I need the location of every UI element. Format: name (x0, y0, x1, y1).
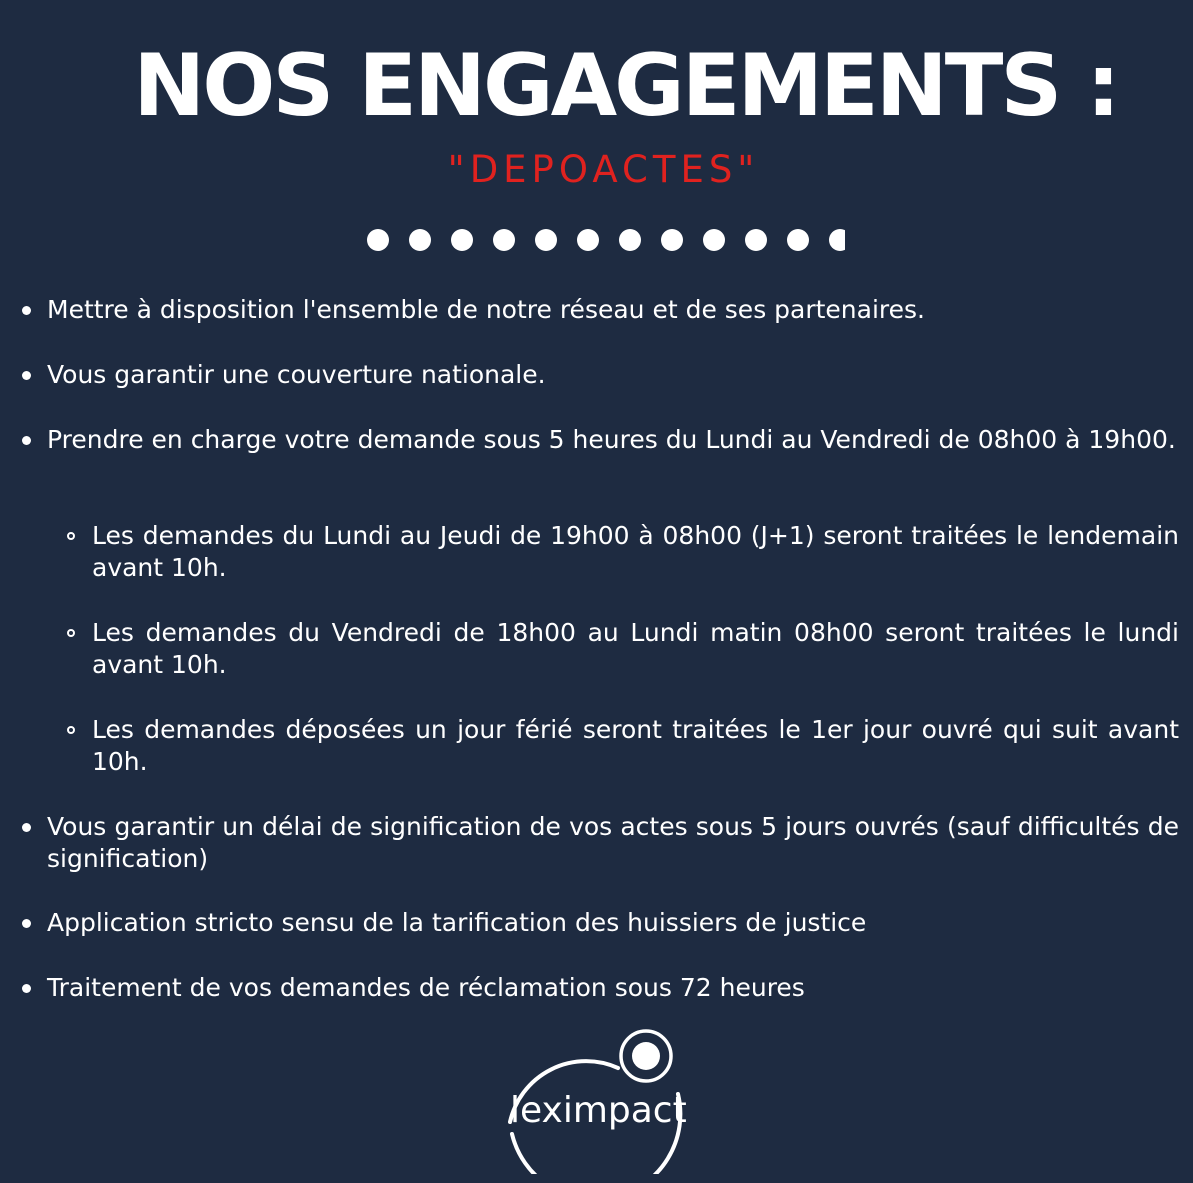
page-title: NOS ENGAGEMENTS : (133, 36, 1118, 136)
divider-dot (367, 229, 389, 251)
divider-dot (619, 229, 641, 251)
list-item (47, 972, 1179, 1004)
sub-bullet-circle (67, 532, 75, 540)
sub-bullet-circle (67, 726, 75, 734)
divider-dot (409, 229, 431, 251)
bullet-dot (22, 306, 31, 315)
dot-divider (367, 229, 845, 251)
logo-text: leximpact (510, 1090, 687, 1131)
page-subtitle: "DEPOACTES" (447, 148, 760, 191)
divider-dot (703, 229, 725, 251)
divider-dot (493, 229, 515, 251)
list-item (47, 359, 1179, 391)
bullet-dot (22, 919, 31, 928)
list-item (47, 294, 1179, 326)
list-item-text: Application stricto sensu de la tarification des huissiers de justice (47, 908, 867, 937)
leximpact-logo (490, 1024, 700, 1174)
divider-dot (829, 229, 845, 251)
list-item-text: Traitement de vos demandes de réclamation sous 72 heures (47, 973, 805, 1002)
bullet-dot (22, 984, 31, 993)
bullet-dot (22, 823, 31, 832)
list-item-text: Les demandes du Lundi au Jeudi de 19h00 à 08h00 (J+1) seront traitées le lendemain avant 10h. (92, 521, 1179, 582)
list-item (47, 907, 1179, 939)
list-item-text: Les demandes déposées un jour férié seront traitées le 1er jour ouvré qui suit avant 10h. (92, 715, 1179, 776)
divider-dot (745, 229, 767, 251)
divider-dot (661, 229, 683, 251)
divider-dot (787, 229, 809, 251)
list-item-text: Vous garantir une couverture nationale. (47, 360, 546, 389)
divider-dot (535, 229, 557, 251)
sub-list-item (92, 520, 1179, 584)
sub-list-item (92, 714, 1179, 778)
list-item (47, 811, 1179, 875)
list-item (47, 424, 1179, 456)
list-item-text: Les demandes du Vendredi de 18h00 au Lundi matin 08h00 seront traitées le lundi avant 10h. (92, 618, 1179, 679)
divider-dot (577, 229, 599, 251)
list-item-text: Mettre à disposition l'ensemble de notre réseau et de ses partenaires. (47, 295, 926, 324)
bullet-dot (22, 371, 31, 380)
sub-bullet-circle (67, 629, 75, 637)
divider-dot (451, 229, 473, 251)
sub-list-item (92, 617, 1179, 681)
list-item-text: Prendre en charge votre demande sous 5 heures du Lundi au Vendredi de 08h00 à 19h00. (47, 425, 1176, 454)
list-item-text: Vous garantir un délai de signification de vos actes sous 5 jours ouvrés (sauf difficultés de signification) (47, 812, 1179, 873)
bullet-dot (22, 436, 31, 445)
